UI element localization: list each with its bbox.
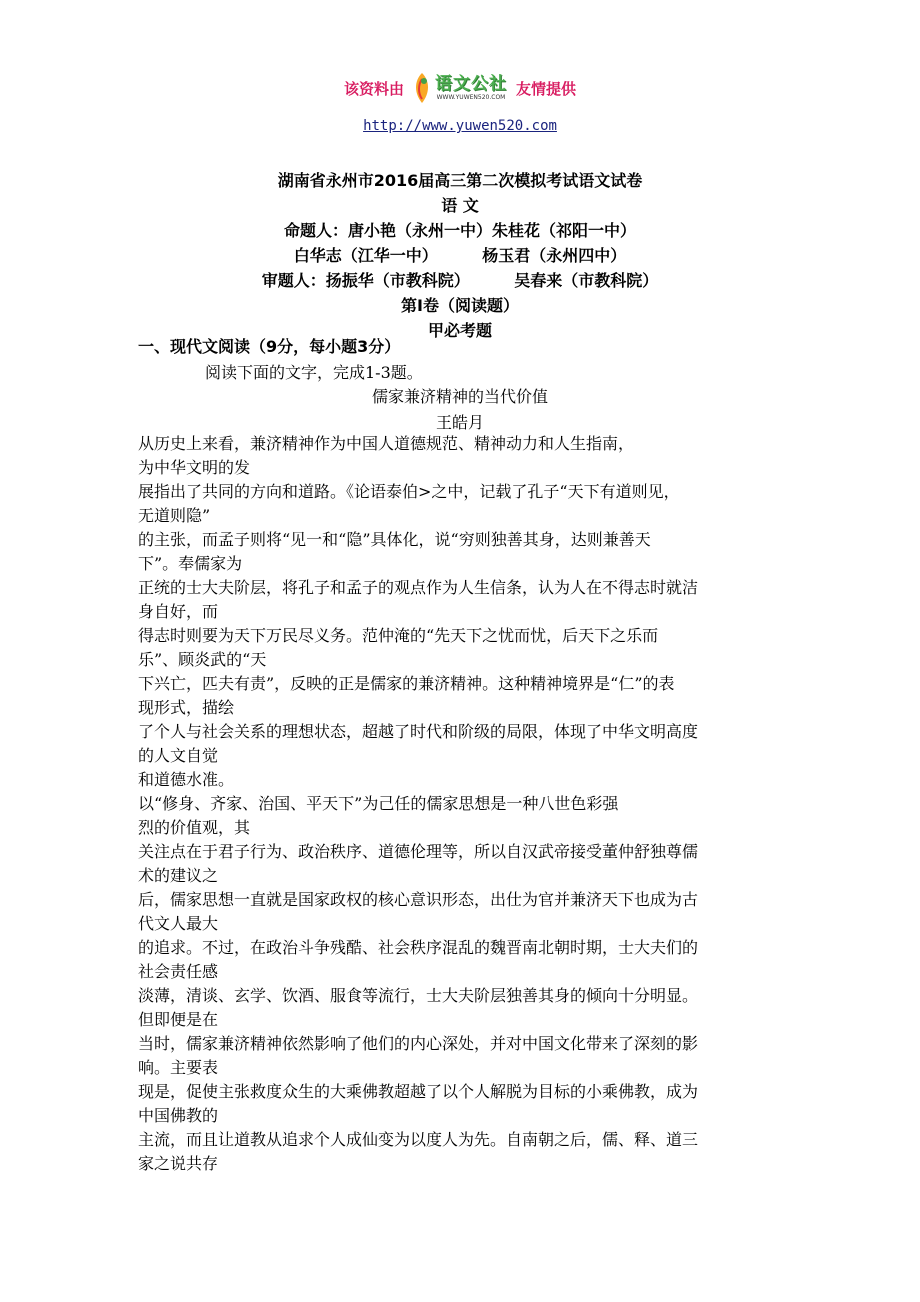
text-line: 了个人与社会关系的理想状态，超越了时代和阶级的局限，体现了中华文明高度 [138,722,699,741]
text-line: 下兴亡，匹夫有责”，反映的正是儒家的兼济精神。这种精神境界是“仁”的表 [138,674,675,693]
text-line: 中国佛教的 [138,1106,219,1125]
text-line: 后，儒家思想一直就是国家政权的核心意识形态，出仕为官并兼济天下也成为古 [138,890,699,909]
section-heading: 一、现代文阅读（9分，每小题3分） [138,337,401,356]
text-line: 以“修身、齐家、治国、平天下”为己任的儒家思想是一种八世色彩强 [138,794,619,813]
text-line: 当时，儒家兼济精神依然影响了他们的内心深处，并对中国文化带来了深刻的影 [138,1034,699,1053]
source-link[interactable]: http://www.yuwen520.com [363,118,557,134]
text-line: 代文人最大 [138,914,219,933]
text-line: 无道则隐” [138,506,211,525]
text-line: 但即便是在 [138,1010,219,1029]
text-line: 身自好，而 [138,602,219,621]
text-line: 为中华文明的发 [138,458,251,477]
text-line: 现是，促使主张救度众生的大乘佛教超越了以个人解脱为目标的小乘佛教，成为 [138,1082,699,1101]
authors-line-1: 命题人：唐小艳（永州一中）朱桂花（祁阳一中） [283,221,636,240]
text-line: 家之说共存 [138,1154,219,1173]
text-line: 术的建议之 [138,866,219,885]
banner-left-text: 该资料由 [343,79,404,98]
article-body [138,432,788,1176]
text-line: 烈的价值观，其 [138,818,251,837]
text-line: 展指出了共同的方向和道路。《论语泰伯>之中，记载了孔子“天下有道则见， [138,482,680,501]
text-line: 乐”、顾炎武的“天 [138,650,267,669]
yuwen-logo [412,68,508,108]
subject-label: 语 文 [441,196,479,215]
logo-title: 语文公社 [435,74,507,94]
text-line: 的追求。不过，在政治斗争残酷、社会秩序混乱的魏晋南北朝时期，士大夫们的 [138,938,699,957]
text-line: 社会责任感 [138,962,219,981]
text-line: 关注点在于君子行为、政治秩序、道德伦理等，所以自汉武帝接受董仲舒独尊儒 [138,842,699,861]
exam-title: 湖南省永州市2016届高三第二次模拟考试语文试卷 [277,171,643,190]
text-line: 从历史上来看，兼济精神作为中国人道德规范、精神动力和人生指南， [138,434,635,453]
text-line: 淡薄，清谈、玄学、饮酒、服食等流行，士大夫阶层独善其身的倾向十分明显。 [138,986,699,1005]
text-line: 现形式，描绘 [138,698,235,717]
reviewers-line: 审题人：扬振华（市教科院） 吴春来（市教科院） [261,271,659,290]
text-line: 的人文自觉 [138,746,219,765]
text-line: 主流，而且让道教从追求个人成仙变为以度人为先。自南朝之后，儒、释、道三 [138,1130,699,1149]
article-title: 儒家兼济精神的当代价值 [371,387,548,406]
banner-right-text: 友情提供 [516,79,577,98]
text-line: 的主张，而孟子则将“见一和“隐”具体化，说“穷则独善其身，达则兼善天 [138,530,651,549]
article-author: 王皓月 [435,413,484,432]
text-line: 和道德水准。 [138,770,235,789]
text-line: 正统的士大夫阶层，将孔子和孟子的观点作为人生信条，认为人在不得志时就洁 [138,578,699,597]
volume-label: 第Ⅰ卷（阅读题） [401,296,519,315]
reading-instruction: 阅读下面的文字，完成1-3题。 [205,363,423,382]
exam-header [0,168,920,343]
text-line: 下”。奉儒家为 [138,554,243,573]
leaf-icon [412,71,432,105]
authors-line-2: 白华志（江华一中） 杨玉君（永州四中） [293,246,627,265]
text-line: 得志时则要为天下万民尽义务。范仲淹的“先天下之忧而忧，后天下之乐而 [138,626,659,645]
logo-subtitle: WWW.YUWEN520.COM [436,94,506,101]
part-label: 甲必考题 [427,321,492,340]
source-banner [0,68,920,108]
text-line: 响。主要表 [138,1058,219,1077]
